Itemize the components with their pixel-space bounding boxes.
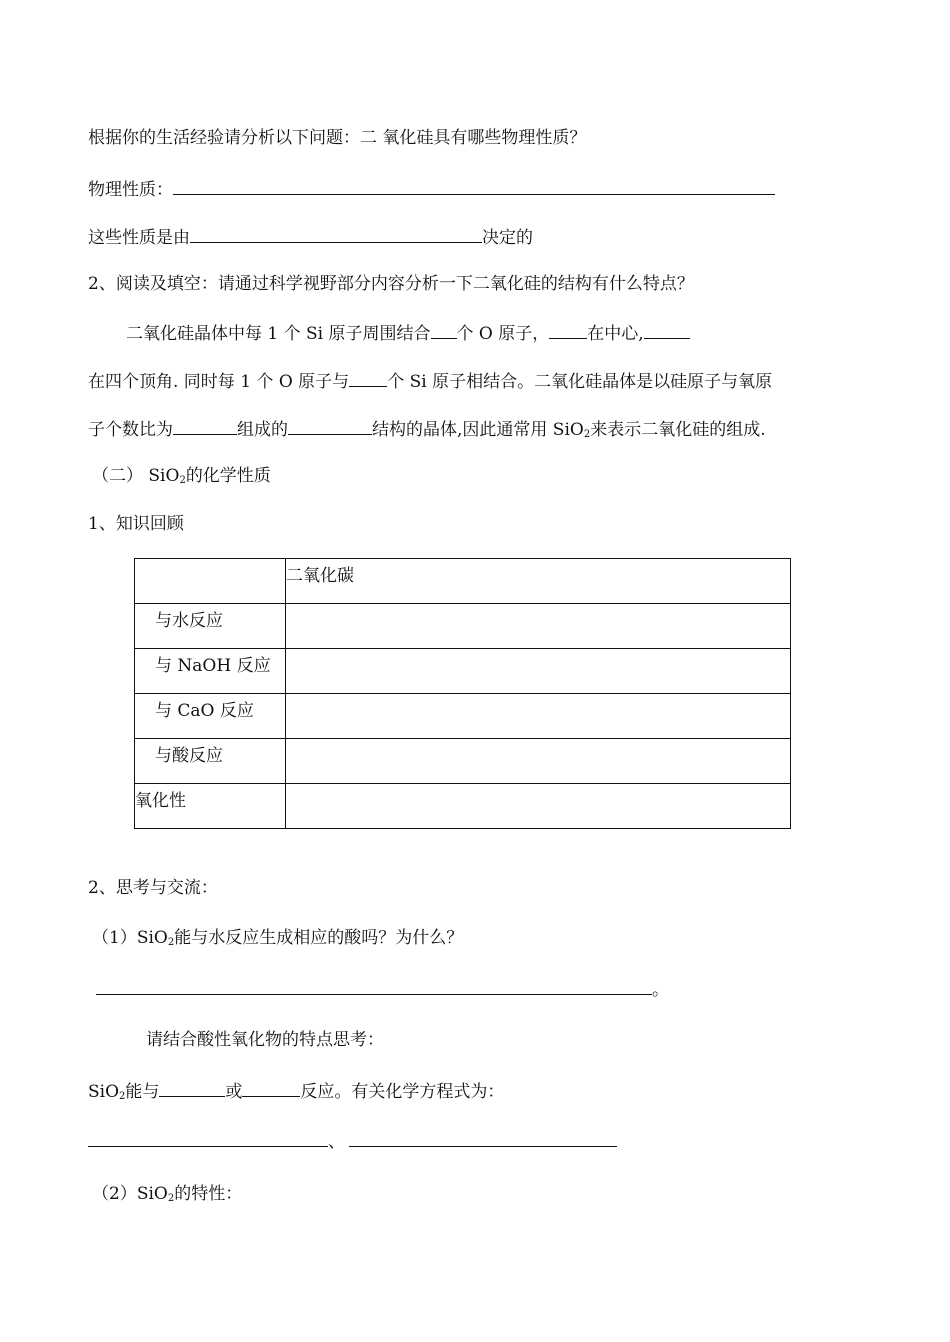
table-answer-cell[interactable] <box>286 694 791 739</box>
section2-title <box>92 464 271 488</box>
structure-text-3b: 组成的 <box>237 420 288 440</box>
review-heading: 1、知识回顾 <box>88 514 184 534</box>
acidic-oxide-prompt: 请结合酸性氧化物的特点思考： <box>146 1030 384 1050</box>
sio2-react-a: SiO <box>88 1082 120 1102</box>
table-row <box>135 649 791 694</box>
table-header-empty-cell <box>135 559 286 604</box>
subscript-2: 2 <box>583 429 591 440</box>
table-header-cell <box>286 559 791 604</box>
table-answer-cell[interactable] <box>286 784 791 829</box>
question-1 <box>92 926 463 950</box>
question-1-b: 能与水反应生成相应的酸吗？为什么？ <box>174 928 464 948</box>
table-row <box>135 784 791 829</box>
row-label-oxidizing: 氧化性 <box>135 791 186 811</box>
table-header-co2: 二氧化碳 <box>286 566 354 586</box>
vertex-atom-blank[interactable] <box>644 320 690 339</box>
table-row <box>135 694 791 739</box>
physical-properties-label: 物理性质： <box>88 180 173 200</box>
row-label-naoh: 与 NaOH 反应 <box>155 656 271 676</box>
table-row-label-cell <box>135 604 286 649</box>
structure-text-1a: 二氧化硅晶体中每 1 个 Si 原子周围结合 <box>126 324 431 344</box>
sio2-reaction-line <box>88 1078 504 1104</box>
structure-text-2a: 在四个顶角. 同时每 1 个 O 原子与 <box>88 372 350 392</box>
table-row-label-cell <box>135 784 286 829</box>
question-2-b: 的特性： <box>174 1184 243 1204</box>
sio2-react-c: 反应。有关化学方程式为： <box>300 1082 505 1102</box>
table-row-label-cell <box>135 694 286 739</box>
center-atom-blank[interactable] <box>549 320 587 339</box>
physical-properties-blank[interactable] <box>173 176 775 195</box>
structure-text-2b: 个 Si 原子相结合。二氧化硅晶体是以硅原子与氧原 <box>387 372 773 392</box>
ratio-blank[interactable] <box>173 416 237 435</box>
equation-separator: 、 <box>328 1132 345 1152</box>
table-row <box>135 604 791 649</box>
section2-title-a: （二） SiO <box>92 466 180 486</box>
table-answer-cell[interactable] <box>286 649 791 694</box>
answer-end-mark: 。 <box>652 980 669 1000</box>
structure-text-1b: 个 O 原子， <box>456 324 550 344</box>
question-1-answer-line <box>96 976 669 1002</box>
table-answer-cell[interactable] <box>286 604 791 649</box>
think-heading: 2、思考与交流： <box>88 878 218 898</box>
structure-text-1c: 在中心, <box>587 324 644 344</box>
question-1-a: （1）SiO <box>92 928 168 948</box>
subscript-2: 2 <box>179 475 186 486</box>
sio2-react-b: 能与 <box>125 1082 160 1102</box>
subscript-2: 2 <box>167 937 175 948</box>
reactant-2-blank[interactable] <box>242 1078 300 1097</box>
equation-line <box>88 1128 617 1154</box>
structure-line-1 <box>126 320 690 346</box>
section2-title-b: 的化学性质 <box>185 466 271 486</box>
equation-2-blank[interactable] <box>349 1128 617 1147</box>
q2-heading: 2、阅读及填空：请通过科学视野部分内容分析一下二氧化硅的结构有什么特点？ <box>88 274 694 294</box>
structure-text-3d: 来表示二氧化硅的组成. <box>590 420 766 440</box>
table-answer-cell[interactable] <box>286 739 791 784</box>
o-atom-count-blank[interactable] <box>431 320 457 339</box>
row-label-acid: 与酸反应 <box>155 746 223 766</box>
row-label-water: 与水反应 <box>155 611 223 631</box>
physical-properties-line <box>88 176 775 202</box>
question-2-a: （2）SiO <box>92 1184 168 1204</box>
question-1-answer-blank[interactable] <box>96 976 652 995</box>
table-row <box>135 739 791 784</box>
structure-type-blank[interactable] <box>288 416 372 435</box>
determined-by-line <box>88 224 533 250</box>
knowledge-review-table <box>134 558 791 829</box>
determined-prefix: 这些性质是由 <box>88 228 190 248</box>
table-row-label-cell <box>135 649 286 694</box>
table-row-label-cell <box>135 739 286 784</box>
structure-text-3a: 子个数比为 <box>88 420 173 440</box>
equation-1-blank[interactable] <box>88 1128 328 1147</box>
question-2 <box>92 1182 242 1206</box>
determined-suffix: 决定的 <box>482 228 533 248</box>
si-atom-count-blank[interactable] <box>349 368 387 387</box>
reactant-1-blank[interactable] <box>159 1078 225 1097</box>
row-label-cao: 与 CaO 反应 <box>155 701 254 721</box>
structure-line-2 <box>88 368 772 394</box>
sio2-react-or: 或 <box>225 1082 243 1102</box>
subscript-2: 2 <box>167 1193 175 1204</box>
table-header-row <box>135 559 791 604</box>
determined-by-blank[interactable] <box>190 224 482 243</box>
intro-question: 根据你的生活经验请分析以下问题：二 氧化硅具有哪些物理性质？ <box>88 128 587 148</box>
subscript-2: 2 <box>119 1091 126 1102</box>
structure-line-3 <box>88 416 766 442</box>
structure-text-3c: 结构的晶体,因此通常用 SiO <box>372 420 584 440</box>
